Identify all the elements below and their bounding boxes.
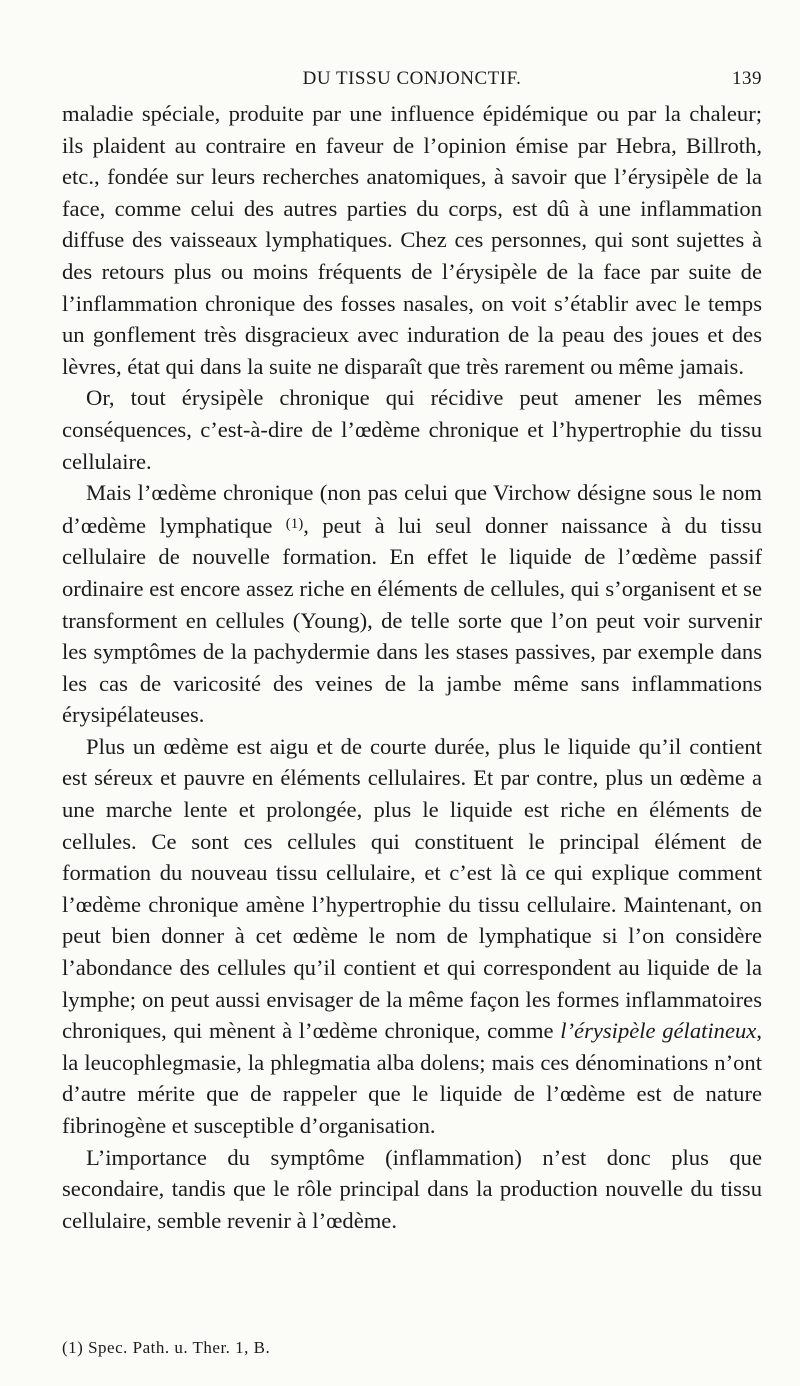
- paragraph-4-text-b: , la leucophlegmasie, la phlegmatia alba dolens; mais ces dénominations n’ont d’autre mérite que de rappeler que le liquide de l’œdème est de nature fibrinogène et susceptible d’organisation.: [62, 1018, 762, 1138]
- running-head: [62, 58, 762, 98]
- paragraph-4: [62, 731, 762, 1142]
- paragraph-3: [62, 477, 762, 731]
- page-number: 139: [732, 68, 762, 89]
- paragraph-2: Or, tout érysipèle chronique qui récidive peut amener les mêmes conséquences, c’est-à-dire de l’œdème chronique et l’hypertrophie du tissu cellulaire.: [62, 385, 762, 474]
- footnote-reference: (1): [285, 515, 304, 532]
- paragraph-1: maladie spéciale, produite par une influence épidémique ou par la chaleur; ils plaident au contraire en faveur de l’opinion émise par Hebra, Billroth, etc., fondée sur leurs recherches anatomiques, à savoir que l’érysipèle de la face, comme celui des autres parties du corps, est dû à une inflammation diffuse des vaisseaux lymphatiques. Chez ces personnes, qui sont sujettes à des retours plus ou moins fréquents de l’érysipèle de la face par suite de l’inflammation chronique des fosses nasales, on voit s’établir avec le temps un gonflement très disgracieux avec induration de la peau des joues et des lèvres, état qui dans la suite ne disparaît que très rarement ou même jamais.: [62, 101, 762, 379]
- footnote: (1) Spec. Path. u. Ther. 1, B.: [62, 1338, 271, 1357]
- running-title: DU TISSU CONJONCTIF.: [302, 68, 522, 89]
- paragraph-5: L’importance du symptôme (inflammation) n’est donc plus que secondaire, tandis que le rôle principal dans la production nouvelle du tissu cellulaire, semble revenir à l’œdème.: [62, 1144, 762, 1233]
- paragraph-3-text-a: Mais l’œdème chronique (non pas celui que Virchow désigne sous le nom d’œdème lymphatique: [62, 480, 762, 538]
- paragraph-4-text-a: Plus un œdème est aigu et de courte durée, plus le liquide qu’il contient est séreux et pauvre en éléments cellulaires. Et par contre, plus un œdème a une marche lente et prolongée, plus le liquide est riche en éléments de cellules. Ce sont ces cellules qui constituent le principal élément de formation du nouveau tissu cellulaire, et c’est là ce qui explique comment l’œdème chronique amène l’hypertrophie du tissu cellulaire. Maintenant, on peut bien donner à cet œdème le nom de lymphatique si l’on considère l’abondance des cellules qu’il contient et qui correspondent au liquide de la lymphe; on peut aussi envisager de la même façon les formes inflammatoires chroniques, qui mènent à l’œdème chronique, comme: [62, 733, 762, 1044]
- paragraph-3-text-b: , peut à lui seul donner naissance à du tissu cellulaire de nouvelle formation. En effet le liquide de l’œdème passif ordinaire est encore assez riche en éléments de cellules, qui s’organisent et se transforment en cellules (Young), de telle sorte que l’on peut voir survenir les symptômes de la pachydermie dans les stases passives, par exemple dans les cas de varicosité des veines de la jambe même sans inflammations érysipélateuses.: [62, 512, 762, 728]
- body-text: [62, 98, 762, 1236]
- italic-term: l’érysipèle gélatineux: [560, 1018, 757, 1044]
- page: [62, 58, 762, 1236]
